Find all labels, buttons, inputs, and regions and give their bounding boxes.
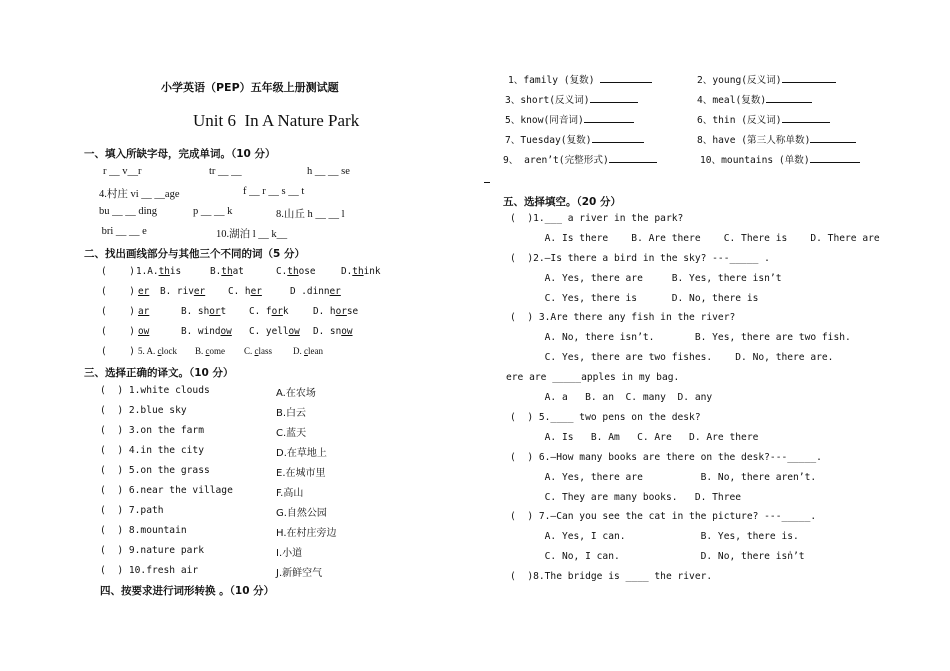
translation-option-e: E.在城市里	[276, 468, 326, 479]
sec2-row-2-b: B. river	[160, 286, 206, 297]
mc-line-15: C. They are many books. D. Three	[510, 492, 742, 503]
word-form-item-7: 7、Tuesday(复数)	[505, 132, 644, 146]
sec2-row-1-b: B.that	[210, 266, 244, 277]
sec2-row-4-paren: ( )	[101, 326, 135, 337]
mc-line-5: C. Yes, there is D. No, there is	[510, 293, 759, 304]
fill-word-9: bri __ __ e	[99, 226, 147, 237]
mc-line-13: ( ) 6.—How many books are there on the desk?---_____.	[510, 452, 822, 463]
sec2-row-4-b: B. window	[181, 326, 232, 337]
sec2-row-1-a: 1.A.this	[136, 266, 182, 277]
mc-line-3: ( )2.—Is there a bird in the sky? ---_____ .	[510, 253, 770, 264]
mc-line-8: C. Yes, there are two fishes. D. No, there are.	[510, 352, 834, 363]
mc-line-9: ere are _____apples in my bag.	[506, 372, 680, 383]
section2-heading: 二、找出画线部分与其他三个不同的词（5 分）	[84, 248, 305, 260]
translation-option-g: G.自然公园	[276, 508, 327, 519]
mc-line-7: A. No, there isn’t. B. Yes, there are two fish.	[510, 332, 851, 343]
mc-line-17: A. Yes, I can. B. Yes, there is.	[510, 531, 799, 542]
stray-dash-mark	[484, 182, 490, 183]
word-form-item-8: 8、have (第三人称单数)	[697, 132, 856, 146]
sec2-row-5-c: C. class	[244, 346, 273, 356]
translation-option-h: H.在村庄旁边	[276, 528, 337, 539]
fill-word-8: 8.山丘 h __ __ l	[276, 209, 345, 220]
translation-item-3: ( ) 3.on the farm	[100, 425, 204, 436]
sec2-row-4-d: D. snow	[313, 326, 353, 337]
sec2-row-3-b: B. short	[181, 306, 227, 317]
sec2-row-1-c: C.those	[276, 266, 316, 277]
section5-heading: 五、选择填空。（20 分）	[503, 196, 622, 208]
sec2-row-5-d: D. clean	[293, 346, 323, 356]
sec2-row-3-c: C. fork	[249, 306, 289, 317]
mc-line-11: ( ) 5.____ two pens on the desk?	[510, 412, 701, 423]
translation-item-6: ( ) 6.near the village	[100, 485, 233, 496]
fill-word-7: p __ __ k	[193, 206, 233, 217]
unit-title: Unit 6 In A Nature Park	[193, 111, 360, 130]
sec2-row-4-c: C. yellow	[249, 326, 300, 337]
fill-word-6: bu __ __ ding	[99, 206, 158, 217]
translation-item-2: ( ) 2.blue sky	[100, 405, 187, 416]
section3-heading: 三、选择正确的译文。（10 分）	[84, 367, 234, 379]
translation-item-7: ( ) 7.path	[100, 505, 164, 516]
sec2-row-3-a: ar	[138, 306, 150, 317]
translation-item-5: ( ) 5.on the grass	[100, 465, 210, 476]
translation-option-d: D.在草地上	[276, 448, 327, 459]
test-title-chinese: 小学英语（PEP）五年级上册测试题	[161, 81, 339, 94]
word-form-item-3: 3、short(反义词)	[505, 92, 638, 106]
mc-line-19: ( )8.The bridge is ____ the river.	[510, 571, 713, 582]
sec2-row-1-paren: ( )	[101, 266, 135, 277]
mc-line-6: ( ) 3.Are there any fish in the river?	[510, 312, 736, 323]
mc-line-12: A. Is B. Am C. Are D. Are there	[510, 432, 759, 443]
word-form-item-2: 2、young(反义词)	[697, 72, 836, 86]
translation-option-i: I.小道	[276, 548, 303, 559]
translation-item-1: ( ) 1.white clouds	[100, 385, 210, 396]
translation-option-f: F.高山	[276, 488, 304, 499]
fill-word-2: tr __ __	[209, 166, 242, 177]
section4-heading: 四、按要求进行词形转换 。（10 分）	[100, 585, 275, 597]
sec2-row-4-a: ow	[138, 326, 150, 337]
translation-option-a: A.在农场	[276, 388, 316, 399]
mc-line-4: A. Yes, there are B. Yes, there isn’t	[510, 273, 782, 284]
fill-word-5: f __ r __ s __ t	[243, 186, 305, 197]
sec2-row-2-a: er	[138, 286, 150, 297]
sec2-row-3-d: D. horse	[313, 306, 359, 317]
word-form-item-6: 6、thin (反义词)	[697, 112, 830, 126]
sec2-row-5-b: B. come	[195, 346, 226, 356]
sec2-row-2-paren: ( )	[101, 286, 135, 297]
mc-line-1: ( )1.___ a river in the park?	[510, 213, 684, 224]
word-form-item-5: 5、know(同音词)	[505, 112, 634, 126]
word-form-item-1: 1、family (复数)	[508, 72, 652, 86]
fill-word-1: r __ v__r	[103, 166, 142, 177]
sec2-row-5-a: 5. A. clock	[138, 346, 178, 356]
translation-option-b: B.白云	[276, 408, 307, 419]
translation-item-8: ( ) 8.mountain	[100, 525, 187, 536]
word-form-item-10: 10、mountains (单数)	[700, 152, 860, 166]
mc-line-2: A. Is there B. Are there C. There is D. There are	[510, 233, 880, 244]
fill-word-4: 4.村庄 vi __ __age	[99, 189, 180, 200]
translation-item-10: ( ) 10.fresh air	[100, 565, 199, 576]
mc-line-14: A. Yes, there are B. No, there aren’t.	[510, 472, 817, 483]
translation-item-4: ( ) 4.in the city	[100, 445, 204, 456]
translation-option-j: J.新鲜空气	[276, 568, 323, 579]
fill-word-10: 10.湖泊 l __ k__	[216, 229, 288, 240]
section1-heading: 一、填入所缺字母，完成单词。（10 分）	[84, 148, 276, 160]
translation-item-9: ( ) 9.nature park	[100, 545, 204, 556]
sec2-row-5-paren: ( )	[101, 346, 135, 357]
word-form-item-9: 9、 aren’t(完整形式)	[503, 152, 657, 166]
sec2-row-1-d: D.think	[341, 266, 381, 277]
fill-word-3: h __ __ se	[307, 166, 350, 177]
word-form-item-4: 4、meal(复数)	[697, 92, 812, 106]
sec2-row-3-paren: ( )	[101, 306, 135, 317]
mc-line-18: C. No, I can. D. No, there isn̍’t	[510, 551, 805, 562]
sec2-row-2-d: D .dinner	[290, 286, 341, 297]
mc-line-10: A. a B. an C. many D. any	[510, 392, 713, 403]
mc-line-16: ( ) 7.—Can you see the cat in the picture? ---_____.	[510, 511, 817, 522]
sec2-row-2-c: C. her	[228, 286, 262, 297]
translation-option-c: C.蓝天	[276, 428, 307, 439]
